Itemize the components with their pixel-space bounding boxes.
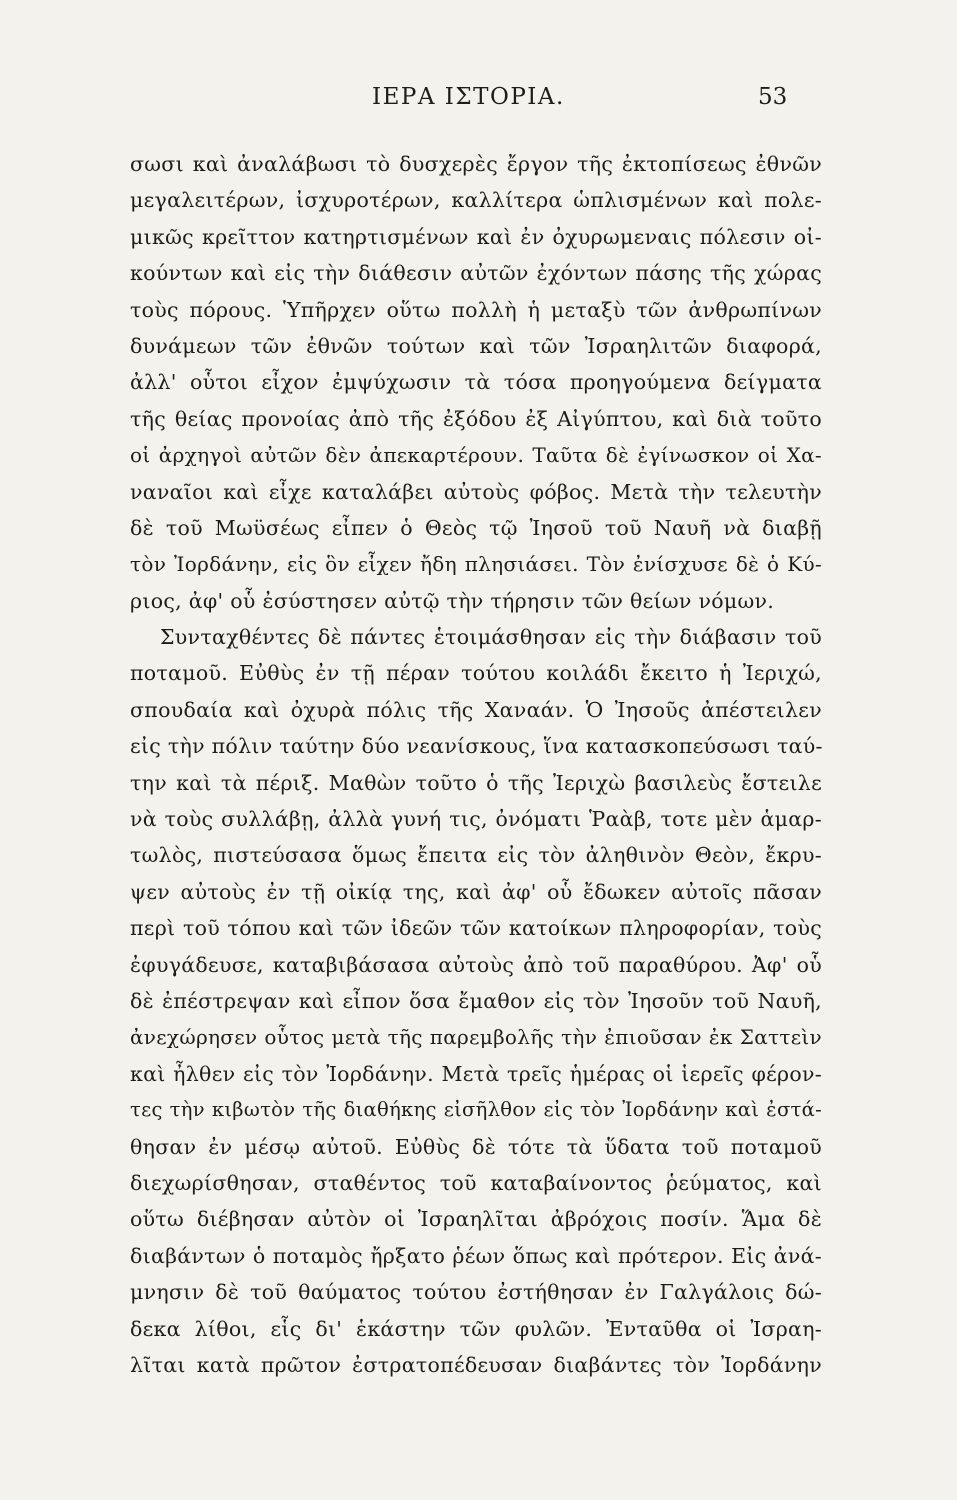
text-line: Συνταχθέντες δὲ πάντες ἑτοιμάσθησαν εἰς τὴν διάβασιν τοῦ (160, 625, 822, 650)
page-number: 53 (758, 84, 788, 110)
text-line: τοὺς πόρους. Ὑπῆρχεν οὕτω πολλὴ ἡ μεταξὺ τῶν ἀνθρωπίνων (130, 297, 822, 322)
text-line: ἀνεχώρησεν οὗτος μετὰ τῆς παρεμβολῆς τὴν ἐπιοῦσαν ἐκ Σαττεὶν (130, 1025, 822, 1050)
text-line: καὶ ἦλθεν εἰς τὸν Ἰορδάνην. Μετὰ τρεῖς ἡμέρας οἱ ἱερεῖς φέρον- (130, 1061, 822, 1086)
text-line: ἀλλ' οὗτοι εἶχον ἐμψύχωσιν τὰ τόσα προηγούμενα δείγματα (130, 370, 822, 395)
text-line: ριος, ἀφ' οὗ ἐσύστησεν αὐτῷ τὴν τήρησιν τῶν θείων νόμων. (130, 588, 775, 613)
text-line: τες τὴν κιβωτὸν τῆς διαθήκης εἰσῆλθον εἰς τὸν Ἰορδάνην καὶ ἐστά- (130, 1098, 822, 1122)
text-line: δυνάμεων τῶν ἐθνῶν τούτων καὶ τῶν Ἰσραηλιτῶν διαφορά, (130, 333, 822, 358)
text-line: δεκα λίθοι, εἷς δι' ἑκάστην τῶν φυλῶν. Ἐνταῦθα οἱ Ἰσραη- (130, 1316, 822, 1341)
text-line: οἱ ἀρχηγοὶ αὐτῶν δὲν ἀπεκαρτέρουν. Ταῦτα δὲ ἐγίνωσκον οἱ Χα- (130, 443, 822, 468)
text-line: τωλὸς, πιστεύσασα ὅμως ἔπειτα εἰς τὸν ἀληθινὸν Θεὸν, ἔκρυ- (130, 843, 822, 868)
text-line: την καὶ τὰ πέριξ. Μαθὼν τοῦτο ὁ τῆς Ἰεριχὼ βασιλεὺς ἔστειλε (130, 770, 822, 795)
text-line: μνησιν δὲ τοῦ θαύματος τούτου ἐστήθησαν ἐν Γαλγάλοις δώ- (130, 1280, 822, 1305)
text-line: ναναῖοι καὶ εἶχε καταλάβει αὐτοὺς φόβος. Μετὰ τὴν τελευτὴν (130, 479, 822, 504)
running-head: ΙΕΡΑ ΙΣΤΟΡΙΑ. (372, 84, 565, 110)
text-line: κούντων καὶ εἰς τὴν διάθεσιν αὐτῶν ἐχόντων πάσης τῆς χώρας (130, 261, 822, 286)
text-line: τῆς θείας προνοίας ἀπὸ τῆς ἐξόδου ἐξ Αἰγύπτου, καὶ διὰ τοῦτο (130, 406, 822, 431)
text-line: σπουδαία καὶ ὀχυρὰ πόλις τῆς Χαναάν. Ὁ Ἰησοῦς ἀπέστειλεν (130, 697, 822, 722)
text-line: λῖται κατὰ πρῶτον ἐστρατοπέδευσαν διαβάντες τὸν Ἰορδάνην (130, 1352, 822, 1377)
text-line: διεχωρίσθησαν, σταθέντος τοῦ καταβαίνοντος ῥεύματος, καὶ (130, 1170, 822, 1195)
text-line: θησαν ἐν μέσῳ αὐτοῦ. Εὐθὺς δὲ τότε τὰ ὕδατα τοῦ ποταμοῦ (130, 1134, 822, 1159)
text-line: μεγαλειτέρων, ἰσχυροτέρων, καλλίτερα ὡπλισμένων καὶ πολε- (130, 188, 822, 213)
text-line: σωσι καὶ ἀναλάβωσι τὸ δυσχερὲς ἔργον τῆς ἐκτοπίσεως ἐθνῶν (130, 152, 822, 176)
text-line: μικῶς κρεῖττον κατηρτισμένων καὶ ἐν ὀχυρωμεναις πόλεσιν οἰ- (130, 224, 822, 249)
text-line: τὸν Ἰορδάνην, εἰς ὃν εἶχεν ἤδη πλησιάσει. Τὸν ἐνίσχυσε δὲ ὁ Κύ- (130, 552, 822, 577)
text-line: οὕτω διέβησαν αὐτὸν οἱ Ἰσραηλῖται ἀβρόχοις ποσίν. Ἅμα δὲ (130, 1207, 822, 1232)
text-line: ψεν αὐτοὺς ἐν τῇ οἰκίᾳ της, καὶ ἀφ' οὗ ἔδωκεν αὐτοῖς πᾶσαν (130, 879, 822, 904)
text-line: νὰ τοὺς συλλάβῃ, ἀλλὰ γυνή τις, ὀνόματι Ῥαὰβ, τοτε μὲν ἁμαρ- (130, 807, 822, 832)
text-line: εἰς τὴν πόλιν ταύτην δύο νεανίσκους, ἵνα κατασκοπεύσωσι ταύ- (130, 734, 823, 759)
text-line: ποταμοῦ. Εὐθὺς ἐν τῇ πέραν τούτου κοιλάδι ἔκειτο ἡ Ἰεριχώ, (130, 661, 822, 686)
text-line: δὲ τοῦ Μωϋσέως εἶπεν ὁ Θεὸς τῷ Ἰησοῦ τοῦ Ναυῆ νὰ διαβῇ (130, 515, 822, 540)
body-text (130, 146, 822, 1383)
text-line: διαβάντων ὁ ποταμὸς ἤρξατο ῥέων ὅπως καὶ πρότερον. Εἰς ἀνά- (130, 1243, 822, 1268)
text-line: ἐφυγάδευσε, καταβιβάσασα αὐτοὺς ἀπὸ τοῦ παραθύρου. Ἀφ' οὗ (130, 952, 822, 977)
text-line: περὶ τοῦ τόπου καὶ τῶν ἰδεῶν τῶν κατοίκων πληροφορίαν, τοὺς (130, 916, 822, 941)
text-line: δὲ ἐπέστρεψαν καὶ εἶπον ὅσα ἔμαθον εἰς τὸν Ἰησοῦν τοῦ Ναυῆ, (130, 988, 822, 1013)
